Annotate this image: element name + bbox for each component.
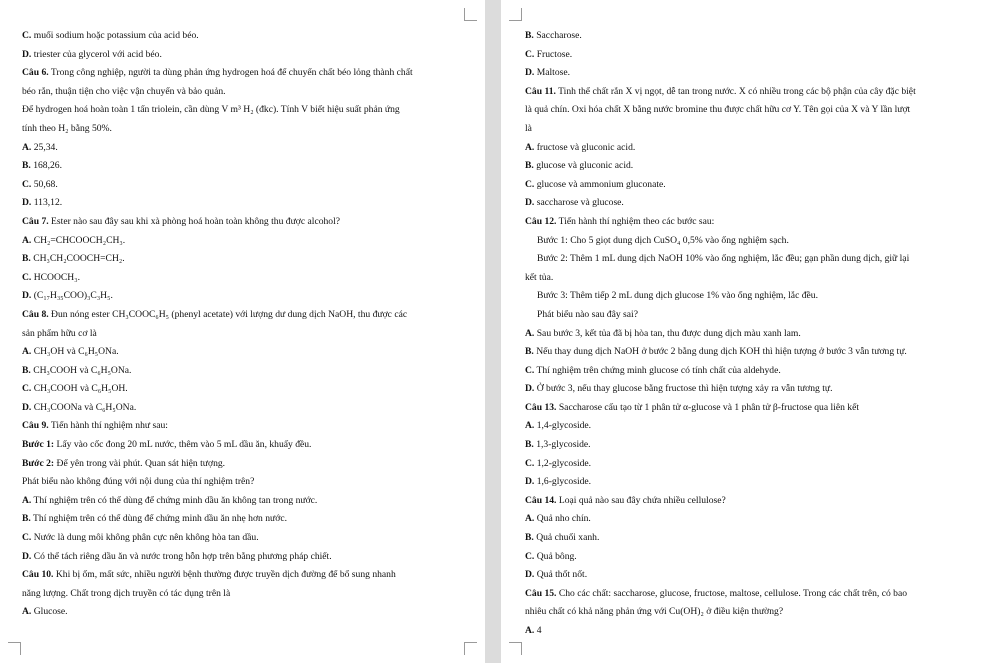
question-text: nhiêu chất có khả năng phản ứng với Cu(OH)₂ ở điều kiện thường? <box>525 606 784 618</box>
question-text: là quả chín. Oxi hóa chất X bằng nước bromine thu được chất hữu cơ Y. Tên gọi của X và Y lần lượt <box>525 104 911 116</box>
answer-option: B. Quả chuối xanh. <box>525 532 600 544</box>
crop-mark-top-right <box>464 8 477 21</box>
answer-option: D. 1,6-glycoside. <box>525 476 592 488</box>
question-text: Để hydrogen hoá hoàn toàn 1 tấn triolein, cần dùng V m³ H₂ (đkc). Tính V biết hiệu suất phản ứng <box>22 104 400 116</box>
question-text: Câu 12. Tiến hành thí nghiệm theo các bước sau: <box>525 215 715 227</box>
answer-option: D. triester của glycerol với acid béo. <box>22 48 162 60</box>
question-text: Câu 14. Loại quả nào sau đây chứa nhiều cellulose? <box>525 494 726 506</box>
answer-option: D. Ở bước 3, nếu thay glucose bằng fructose thì hiện tượng xảy ra vẫn tương tự. <box>525 383 833 395</box>
answer-option: B. 1,3-glycoside. <box>525 439 591 451</box>
answer-option: D. 113,12. <box>22 197 63 209</box>
crop-mark-bottom-left <box>8 642 21 655</box>
question-text: Câu 8. Đun nóng ester CH₃COOC₆H₅ (phenyl acetate) với lượng dư dung dịch NaOH, thu được các <box>22 308 408 320</box>
question-text: Câu 13. Saccharose cấu tạo từ 1 phân tử α-glucose và 1 phân tử β-fructose qua liên kết <box>525 401 860 413</box>
answer-option: C. 1,2-glycoside. <box>525 457 592 469</box>
answer-option: A. Thí nghiệm trên có thể dùng để chứng minh dầu ăn không tan trong nước. <box>22 494 318 506</box>
question-text: Câu 9. Tiến hành thí nghiệm như sau: <box>22 420 168 432</box>
answer-option: A. 4 <box>525 625 542 636</box>
answer-option: C. Thí nghiệm trên chứng minh glucose có tính chất của aldehyde. <box>525 364 781 376</box>
answer-option: A. 1,4-glycoside. <box>525 420 592 432</box>
question-text: Câu 10. Khi bị ốm, mất sức, nhiều người bệnh thường được truyền dịch đường để bổ sung nhanh <box>22 569 396 581</box>
question-text: tính theo H₂ bằng 50%. <box>22 122 112 134</box>
answer-option: C. muối sodium hoặc potassium của acid béo. <box>22 30 199 41</box>
answer-option: B. Nếu thay dung dịch NaOH ở bước 2 bằng dung dịch KOH thì hiện tượng ở bước 3 vẫn tương tự. <box>525 346 907 358</box>
question-text: Bước 3: Thêm tiếp 2 mL dung dịch glucose 1% vào ống nghiệm, lắc đều. <box>537 290 818 302</box>
answer-option: C. HCOOCH₃. <box>22 271 80 283</box>
question-text: Phát biểu nào sau đây sai? <box>537 308 638 320</box>
answer-option: A. fructose và gluconic acid. <box>525 141 636 153</box>
answer-option: A. Glucose. <box>22 606 68 618</box>
answer-option: C. Fructose. <box>525 48 573 60</box>
answer-option: A. CH₃OH và C₆H₅ONa. <box>22 346 119 358</box>
answer-option: D. CH₃COONa và C₆H₅ONa. <box>22 401 137 413</box>
answer-option: C. Nước là dung môi không phân cực nên không hòa tan dầu. <box>22 532 259 544</box>
question-text: béo rắn, thuận tiện cho việc vận chuyển và bảo quản. <box>22 85 226 97</box>
answer-option: B. CH₃CH₂COOCH=CH₂. <box>22 253 125 265</box>
crop-mark-bottom-left <box>509 642 522 655</box>
question-text: là <box>525 122 532 134</box>
answer-option: A. Sau bước 3, kết tủa đã bị hòa tan, thu được dung dịch màu xanh lam. <box>525 327 801 339</box>
answer-option: B. Saccharose. <box>525 30 582 41</box>
answer-option: C. glucose và ammonium gluconate. <box>525 178 666 190</box>
page-content-right <box>525 27 970 641</box>
document-page-left <box>0 0 485 663</box>
answer-option: A. 25,34. <box>22 141 58 153</box>
question-text: Bước 1: Cho 5 giọt dung dịch CuSO₄ 0,5% vào ống nghiệm sạch. <box>537 234 789 246</box>
answer-option: A. CH₂=CHCOOCH₂CH₃. <box>22 234 126 246</box>
question-text: Câu 6. Trong công nghiệp, người ta dùng phản ứng hydrogen hoá để chuyển chất béo lỏng thành chất <box>22 67 413 79</box>
question-text: Câu 15. Cho các chất: saccharose, glucose, fructose, maltose, cellulose. Trong các chất trên, có bao <box>525 587 908 599</box>
crop-mark-top-left <box>509 8 522 21</box>
question-text: sản phẩm hữu cơ là <box>22 327 97 339</box>
question-text: năng lượng. Chất trong dịch truyền có tác dụng trên là <box>22 587 231 599</box>
answer-option: D. (C₁₇H₃₅COO)₃C₃H₅. <box>22 290 113 302</box>
question-text: Câu 11. Tinh thể chất rắn X vị ngọt, dễ tan trong nước. X có nhiều trong các bộ phận của cây đặc biệt <box>525 85 916 97</box>
question-text: Câu 7. Ester nào sau đây sau khi xà phòng hoá hoàn toàn không thu được alcohol? <box>22 215 341 227</box>
page-gutter <box>485 0 501 663</box>
answer-option: B. 168,26. <box>22 160 62 172</box>
crop-mark-bottom-right <box>464 642 477 655</box>
document-page-right <box>501 0 986 663</box>
answer-option: D. Quả thốt nốt. <box>525 569 588 581</box>
page-content-left <box>22 27 467 622</box>
answer-option: C. Quả bông. <box>525 550 577 562</box>
answer-option: C. 50,68. <box>22 178 58 190</box>
answer-option: D. Maltose. <box>525 67 571 79</box>
answer-option: B. glucose và gluconic acid. <box>525 160 634 172</box>
question-text: Bước 1: Lấy vào cốc đong 20 mL nước, thêm vào 5 mL dầu ăn, khuấy đều. <box>22 439 312 451</box>
answer-option: D. saccharose và glucose. <box>525 197 624 209</box>
question-text: Phát biểu nào không đúng với nội dung của thí nghiệm trên? <box>22 476 255 488</box>
question-text: Bước 2: Thêm 1 mL dung dịch NaOH 10% vào ống nghiệm, lắc đều; gạn phần dung dịch, giữ lại <box>537 253 910 265</box>
answer-option: D. Có thể tách riêng dầu ăn và nước trong hỗn hợp trên bằng phương pháp chiết. <box>22 550 332 562</box>
answer-option: B. CH₃COOH và C₆H₅ONa. <box>22 364 132 376</box>
question-text: kết tủa. <box>525 271 554 283</box>
answer-option: C. CH₃COOH và C₆H₅OH. <box>22 383 128 395</box>
answer-option: A. Quả nho chín. <box>525 513 591 525</box>
answer-option: B. Thí nghiệm trên có thể dùng để chứng minh dầu ăn nhẹ hơn nước. <box>22 513 287 525</box>
question-text: Bước 2: Để yên trong vài phút. Quan sát hiện tượng. <box>22 457 226 469</box>
